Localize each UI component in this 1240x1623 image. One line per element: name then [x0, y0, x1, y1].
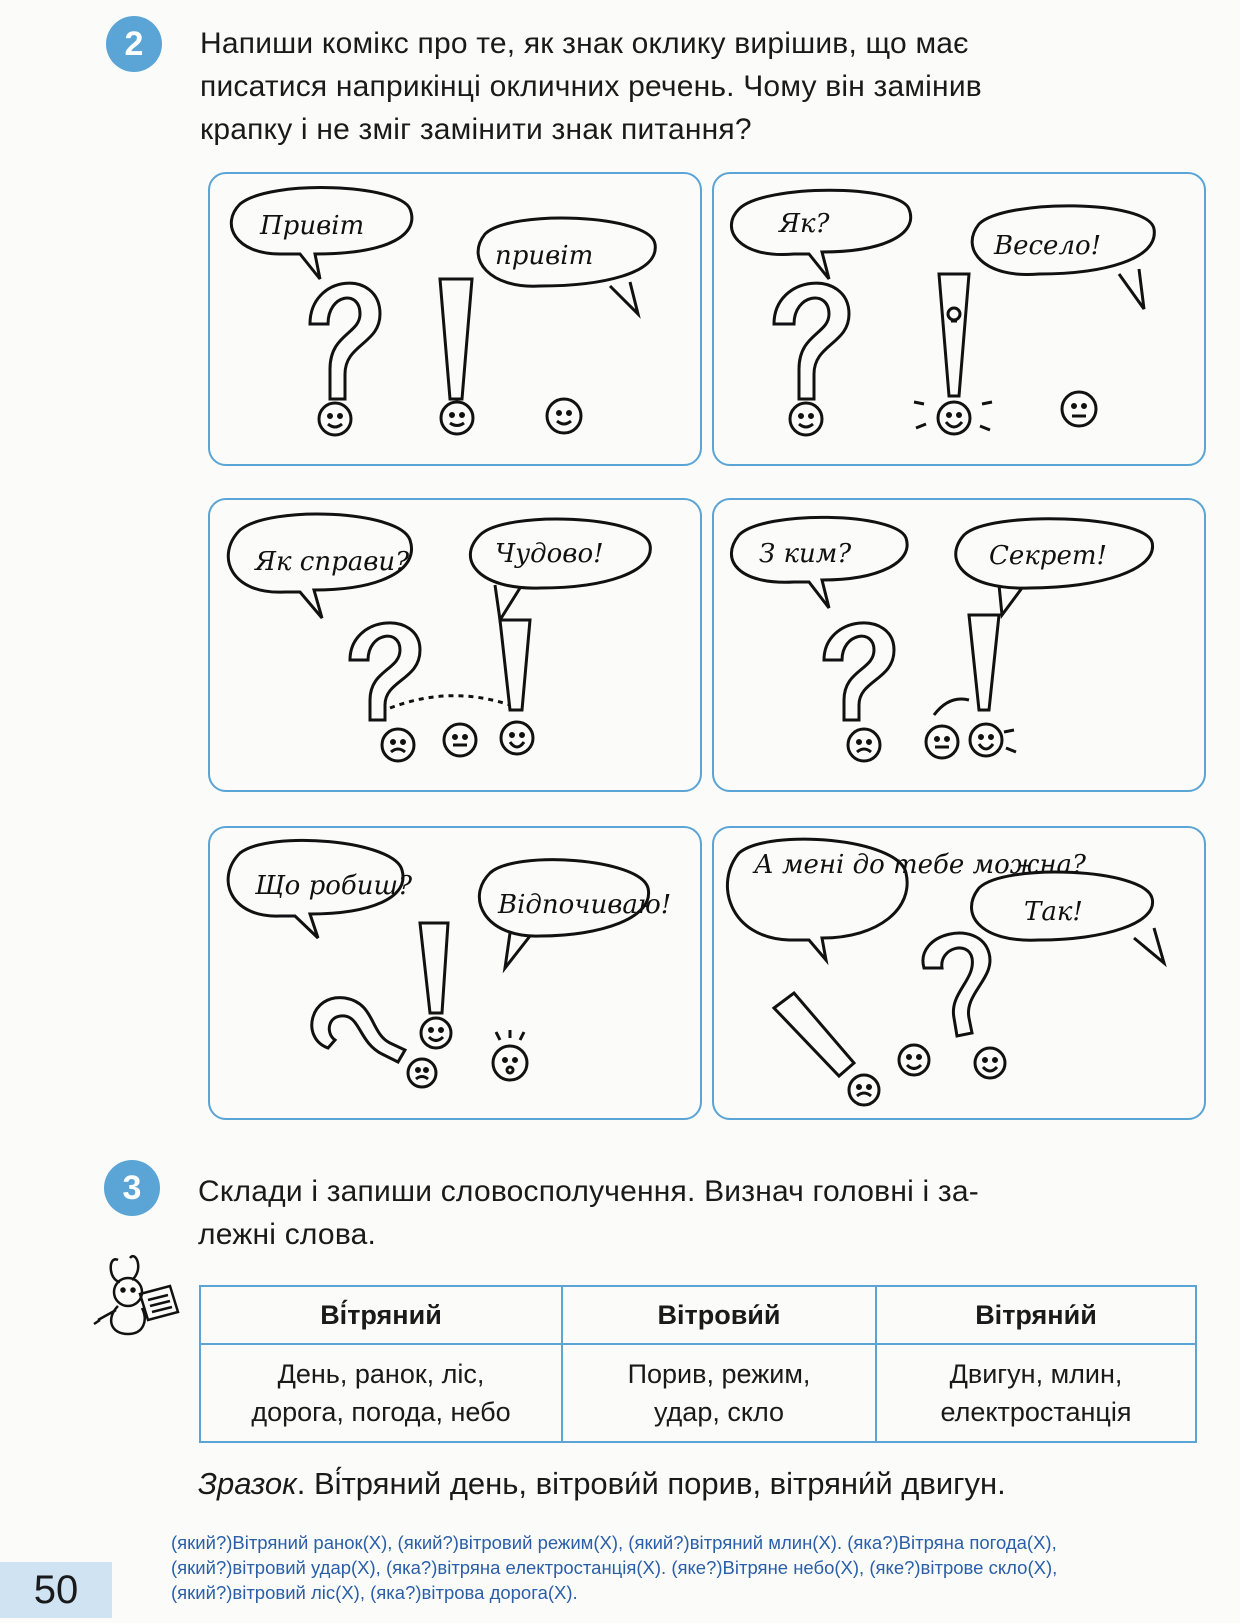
comic-panel-1 [208, 172, 702, 466]
task-2-line: крапку і не зміг замінити знак питання? [200, 113, 752, 146]
sample-text: . Ві́тряний день, вітрови́й порив, вітряни́й двигун. [296, 1466, 1006, 1501]
comic-panel-3 [208, 498, 702, 792]
table-header-cell: Вітряни́й [876, 1286, 1196, 1344]
table-cell [876, 1344, 1196, 1442]
table-cell-line: електростанція [940, 1397, 1132, 1427]
comic-drawing [210, 174, 700, 464]
speech-bubble-text: Секрет! [989, 541, 1107, 571]
sample-sentence [198, 1466, 1006, 1502]
comic-drawing [714, 828, 1204, 1118]
task-number-badge: 2 [106, 16, 162, 72]
answer-line: (який?)вітровий удар(Х), (яка?)вітряна електростанція(Х). (яке?)Вітряне небо(Х), (яке?)вітрове скло(Х), [171, 1557, 1058, 1578]
table-row [200, 1344, 1196, 1442]
table-header-cell: Вітрови́й [562, 1286, 876, 1344]
comic-drawing [714, 500, 1204, 790]
comic-panel-5 [208, 826, 702, 1120]
speech-bubble-text: Як? [779, 209, 830, 239]
table-cell [200, 1344, 562, 1442]
reading-bunny-icon [88, 1250, 184, 1338]
sample-label: Зразок [198, 1466, 297, 1501]
table-cell-line: дорога, погода, небо [251, 1397, 511, 1427]
speech-bubble-text: Як справи? [255, 547, 410, 577]
task-2-line: писатися наприкінці окличних речень. Чому він замінив [200, 70, 982, 103]
answer-line: (який?)Вітряний ранок(Х), (який?)вітровий режим(Х), (який?)вітряний млин(Х). (яка?)Вітряна погода(Х), [171, 1532, 1057, 1553]
task-number-badge: 3 [104, 1160, 160, 1216]
speech-bubble-text: Так! [1024, 897, 1083, 927]
task-2-text [200, 22, 982, 151]
speech-bubble-text: Весело! [994, 231, 1102, 261]
speech-bubble-text: Що робиш? [255, 871, 413, 901]
comic-panel-2 [712, 172, 1206, 466]
speech-bubble-text: З ким? [759, 539, 852, 569]
speech-bubble-text: Привіт [260, 211, 365, 241]
word-table [199, 1285, 1197, 1443]
answer-text [171, 1530, 1211, 1605]
table-header-cell: Ві́тряний [200, 1286, 562, 1344]
speech-bubble-text: привіт [495, 241, 594, 271]
table-cell [562, 1344, 876, 1442]
task-2-line: Напиши комікс про те, як знак оклику вирішив, що має [200, 27, 969, 60]
comic-panel-4 [712, 498, 1206, 792]
comic-panel-6 [712, 826, 1206, 1120]
answer-line: (який?)вітровий ліс(Х), (яка?)вітрова дорога(Х). [171, 1582, 578, 1603]
table-cell-line: День, ранок, ліс, [277, 1359, 485, 1389]
comic-drawing [714, 174, 1204, 464]
speech-bubble-text: Чудово! [495, 539, 604, 569]
speech-bubble-text: А мені до тебе можна? [754, 850, 1086, 880]
speech-bubble-text: Відпочиваю! [498, 890, 672, 920]
task-3-line: Склади і запиши словосполучення. Визнач головні і за- [198, 1175, 979, 1208]
page-number: 50 [0, 1562, 112, 1618]
table-cell-line: удар, скло [653, 1397, 785, 1427]
table-cell-line: Порив, режим, [627, 1359, 811, 1389]
comic-drawing [210, 500, 700, 790]
task-3-text [198, 1170, 979, 1256]
table-header-row [200, 1286, 1196, 1344]
comic-drawing [210, 828, 700, 1118]
task-3-line: лежні слова. [198, 1218, 377, 1251]
table-cell-line: Двигун, млин, [949, 1359, 1123, 1389]
